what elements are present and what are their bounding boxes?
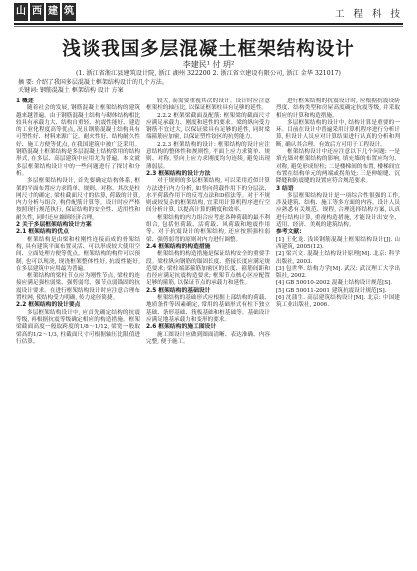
article-authors: 李建民¹ 付 玥²: [182, 60, 235, 69]
body-paragraph: 2.2.3 框架结构的设计: 框架结构的设计应注意结构的整体性和规则性, 平面上应力求简单、规则、对称, 竖向上应力求刚度均匀连续, 避免出现薄弱层。: [146, 141, 270, 170]
body-paragraph: 对于规则的多层框架结构, 可以采用近似计算方法进行内力分析, 如竖向荷载作用下的分层法、水平荷载作用下的反弯点法和D值法等。对于不规则或较复杂的框架结构, 宜采用计算机程序进行空间分析计算, 以提高计算的精度和效率。: [146, 178, 270, 214]
article-keywords: 关键词: 钢筋混凝土 框架结构 设计 方案: [18, 87, 124, 94]
section-heading: 2.6 框架结构的施工图设计: [146, 324, 217, 331]
body-paragraph: 多层框架结构设计是一项综合性很强的工作, 涉及建筑、结构、施工等多方面的内容。设计人员应熟悉有关规范、规程, 合理选择结构方案, 认真进行结构计算, 重视构造措施, 才能设计出安全、适用、经济、美观的建筑结构。: [276, 192, 400, 229]
body-paragraph: 随着社会的发展, 钢筋混凝土框架结构的建筑越来越普遍。由于钢筋混凝土结构与砌体结构相比较具有承载力大、结构自重轻、抗震性能好、建造的工业化程度高等优点, 况且钢筋混凝土结构具有可塑性好、材料来源广泛、耐火性好、结构耐久性好、施工方便等优点, 在我国建筑中被广泛采用。钢筋混凝土框架结构是多层混凝土结构常用的结构形式, 在多层、高层建筑中应用尤为普遍。本文就多层框架结构设计中的一些问题进行了探讨和分析。: [16, 105, 140, 177]
section-heading: 2 关于多层框架结构设计方案: [16, 222, 92, 229]
reference-item: [1] 王化龙. 浅谈钢筋混凝土框架结构设计[J]. 山西建筑, 2005(12).: [276, 236, 400, 250]
section-heading: 1 概述: [16, 98, 34, 104]
reference-item: [2] 梁兴文. 混凝土结构设计原理[M]. 北京: 科学出版社, 2003.: [276, 251, 400, 265]
section-heading: 2.1 框架结构的优点: [16, 229, 69, 236]
body-paragraph: 多层框架结构设计中, 应首先确定结构的抗震等级, 再根据抗震等级确定相应的构造措施。框架梁截面高度一般取跨度的1/8～1/12, 梁宽一般取梁高的1/2～1/3, 柱截面尺寸可根据轴压比限值进行估算。: [16, 309, 140, 345]
body-paragraph: 框架结构设计中还应注意以下几个问题: 一是填充墙对框架结构的影响, 填充墙的布置应均匀、对称, 避免形成短柱; 二是楼梯间的布置, 楼梯间宜布置在结构单元的两端或拐角处; 三是伸缩缝、沉降缝和防震缝的设置应符合规范要求。: [276, 149, 400, 185]
body-paragraph: 框架结构的构造措施是保证结构安全的重要手段。梁柱纵向钢筋的锚固长度、搭接长度应满足规范要求; 梁柱端部箍筋加密区的长度、箍筋间距和直径应满足抗震构造要求; 框架节点核心区应配置足够的箍筋, 以保证节点的承载力和延性。: [146, 251, 270, 287]
body-paragraph: 框架结构的梁柱节点应为刚性节点, 梁柱的连接应满足强柱弱梁、强剪弱弯、强节点弱锚固的抗震设计要求。在进行框架结构设计时应注意合理布置柱网, 使结构受力明确, 传力途径简捷。: [16, 273, 140, 302]
body-paragraph: 较大, 而需要重视其次的设计。设计时应注意框架柱的轴压比, 以保证框架柱具有足够的延性。: [146, 98, 270, 112]
header-rule-thin: [14, 26, 403, 27]
body-column-left: [16, 98, 140, 346]
logo-char: 建: [46, 3, 60, 21]
reference-item: [4] GB 50010-2002 混凝土结构设计规范[S].: [276, 280, 393, 287]
header-rule: [14, 23, 403, 25]
logo-char: 西: [30, 3, 44, 21]
section-heading: 3 结语: [276, 185, 294, 192]
body-paragraph: 进行框架结构的抗震设计时, 应根据抗震设防烈度、结构类型和房屋高度确定抗震等级, 并采取相应的计算和构造措施。: [276, 98, 400, 119]
reference-item: [6] 沈蒲生. 高层建筑结构设计[M]. 北京: 中国建筑工业出版社, 2006.: [276, 295, 400, 309]
article-title: 浅谈我国多层混凝土框架结构设计: [62, 39, 355, 60]
body-column-middle: [146, 98, 270, 346]
body-paragraph: 框架结构的内力组合应考虑各种荷载的最不利组合, 包括恒荷载、活荷载、风荷载和地震作用等。对于抗震设计的框架结构, 还应按照强柱弱梁、强剪弱弯的原则对内力进行调整。: [146, 214, 270, 243]
reference-item: [3] 包世华. 结构力学[M]. 武汉: 武汉理工大学出版社, 2002.: [276, 265, 400, 280]
journal-logo: [14, 3, 84, 25]
body-paragraph: 多层框架结构的设计中, 结构计算是重要的一环。目前在设计中普遍采用计算机程序进行分析计算, 但设计人员应对计算结果进行认真的分析和判断, 确认其合理、有效后方可用于工程设计。: [276, 119, 400, 148]
body-paragraph: 框架结构是由梁和柱刚性连接而成的骨架结构, 具有建筑平面布置灵活、可以形成较大使用空间、立面处理方便等优点。框架结构的构件可以预制, 也可以现浇, 现浇框架整体性好, 抗震性能好, 在多层建筑中应用最为普遍。: [16, 236, 140, 272]
section-heading: 2.3 框架结构的设计方法: [146, 170, 211, 177]
body-column-right: [276, 98, 400, 310]
section-heading: 2.2 框架结构的设计要点: [16, 302, 81, 309]
reference-item: [5] GB 50011-2001 建筑抗震设计规范[S].: [276, 287, 387, 294]
article-affiliations: (1. 浙江省浙江县建筑设计院, 浙江 湖州 322200 2. 浙江省立建设有限公司, 浙江 金华 321017): [76, 70, 341, 77]
logo-char: 山: [14, 3, 28, 21]
logo-char: 筑: [62, 3, 76, 21]
body-paragraph: 多层框架结构设计, 首先要确定结构体系, 框架的平面布置应力求简单、规则、对称。其次是柱网尺寸的确定, 梁柱截面尺寸的估算, 荷载的计算, 内力分析与组合, 构件配筋计算等。设计时应严格按照现行规范执行, 保证结构的安全性、适用性和耐久性, 同时还应兼顾经济合理。: [16, 178, 140, 221]
body-paragraph: 施工图设计应做到图面清晰、表达准确、内容完整, 便于施工。: [146, 331, 270, 345]
section-label: 工 程 科 技: [334, 9, 403, 20]
section-heading: 2.5 框架结构的基础设计: [146, 287, 211, 294]
section-heading: 2.4 框架结构的构造措施: [146, 243, 211, 250]
body-paragraph: 框架结构的基础形式应根据上部结构的荷载、地质条件等因素确定, 常用的基础形式有柱下独立基础、条形基础、筏板基础和桩基础等。基础设计应满足地基承载力和变形的要求。: [146, 295, 270, 323]
section-heading: 参考文献:: [276, 229, 302, 236]
article-abstract: 摘 要: 介绍了我国多层混凝土框架结构设计的几个方法。: [18, 79, 168, 86]
body-paragraph: 2.2.2 框架梁截面及配筋: 框架梁的截面尺寸应满足承载力、刚度和延性的要求。梁的纵向受力钢筋不宜过大, 以保证梁具有足够的延性, 同时梁端箍筋应加密, 以保证塑性铰区的抗剪能力。: [146, 112, 270, 141]
